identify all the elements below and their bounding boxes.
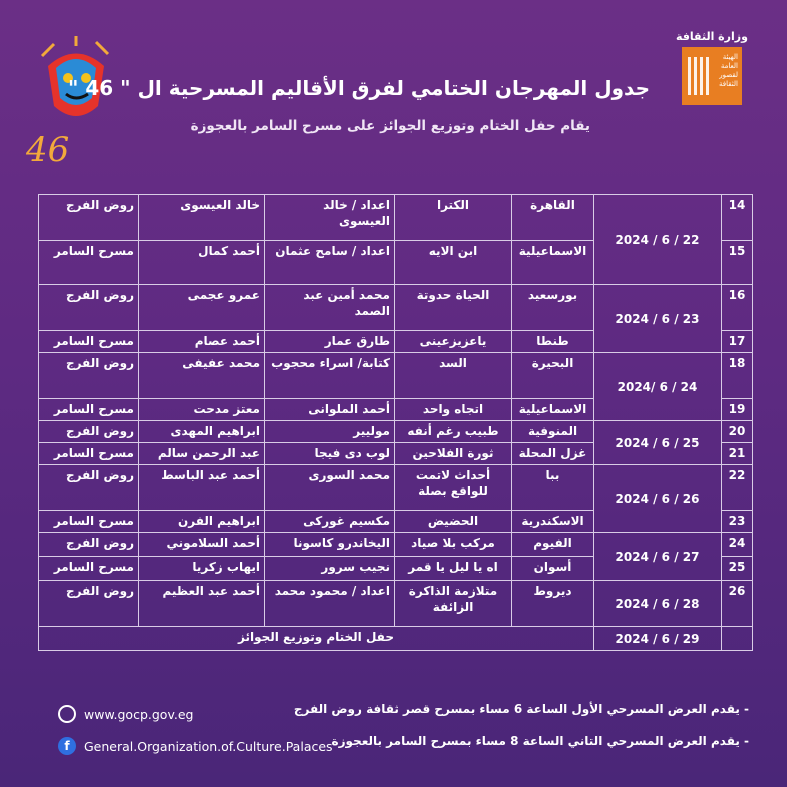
- show-date: 2024 / 6 / 23: [594, 285, 722, 353]
- schedule-table: [38, 194, 753, 651]
- cell-play: طبيب رغم أنفه: [395, 421, 512, 443]
- cell-director: أحمد عبد العظيم: [139, 581, 265, 627]
- cell-venue: مسرح السامر: [39, 331, 139, 353]
- show-date: 2024/ 6 / 24: [594, 353, 722, 421]
- cell-play: ثورة الفلاحين: [395, 443, 512, 465]
- cell-venue: مسرح السامر: [39, 241, 139, 285]
- show-date: 2024 / 6 / 25: [594, 421, 722, 465]
- cell-director: خالد العيسوى: [139, 195, 265, 241]
- cell-region: غزل المحلة: [512, 443, 594, 465]
- row-number: 19: [722, 399, 753, 421]
- festival-number: 46: [26, 130, 70, 170]
- cell-director: ايهاب زكريا: [139, 557, 265, 581]
- note-first-show: - يقدم العرض المسرحي الأول الساعة 6 مساء بمسرح قصر ثقافة روض الفرج: [293, 702, 749, 716]
- cell-venue: روض الفرج: [39, 465, 139, 511]
- cell-director: عمرو عجمى: [139, 285, 265, 331]
- cell-director: عبد الرحمن سالم: [139, 443, 265, 465]
- row-number: 20: [722, 421, 753, 443]
- cell-venue: روض الفرج: [39, 421, 139, 443]
- show-date: 2024 / 6 / 22: [594, 195, 722, 285]
- closing-ceremony: حفل الختام وتوزيع الجوائز: [39, 627, 594, 651]
- row-number: 24: [722, 533, 753, 557]
- cell-play: متلازمة الذاكرة الزائفة: [395, 581, 512, 627]
- empty-cell: [722, 627, 753, 651]
- table-row: [39, 353, 753, 399]
- cell-author: موليير: [265, 421, 395, 443]
- cell-director: أحمد السلاموني: [139, 533, 265, 557]
- show-date: 2024 / 6 / 28: [594, 581, 722, 627]
- row-number: 22: [722, 465, 753, 511]
- closing-row: [39, 627, 753, 651]
- globe-icon: [58, 705, 76, 723]
- cell-region: طنطا: [512, 331, 594, 353]
- cell-play: مركب بلا صياد: [395, 533, 512, 557]
- row-number: 21: [722, 443, 753, 465]
- cell-author: محمد السورى: [265, 465, 395, 511]
- cell-director: ابراهيم المهدى: [139, 421, 265, 443]
- website-link[interactable]: www.gocp.gov.eg: [84, 706, 194, 722]
- cell-venue: مسرح السامر: [39, 557, 139, 581]
- facebook-icon: f: [58, 737, 76, 755]
- table-row: [39, 195, 753, 241]
- ministry-logo: [672, 30, 752, 120]
- cell-region: أسوان: [512, 557, 594, 581]
- row-number: 25: [722, 557, 753, 581]
- cell-author: أحمد الملوانى: [265, 399, 395, 421]
- table-row: [39, 533, 753, 557]
- cell-play: أحداث لاتمت للواقع بصلة: [395, 465, 512, 511]
- cell-region: الفيوم: [512, 533, 594, 557]
- cell-region: القاهرة: [512, 195, 594, 241]
- cell-venue: روض الفرج: [39, 353, 139, 399]
- table-row: [39, 421, 753, 443]
- contact-info: [58, 698, 333, 762]
- table-row: [39, 285, 753, 331]
- cell-region: الاسماعيلية: [512, 241, 594, 285]
- row-number: 23: [722, 511, 753, 533]
- cell-play: اه يا ليل يا قمر: [395, 557, 512, 581]
- cell-play: الحضيض: [395, 511, 512, 533]
- cell-director: محمد عفيفى: [139, 353, 265, 399]
- cell-play: السد: [395, 353, 512, 399]
- cell-author: نجيب سرور: [265, 557, 395, 581]
- cell-director: ابراهيم الفرن: [139, 511, 265, 533]
- closing-date: 2024 / 6 / 29: [594, 627, 722, 651]
- cell-region: ببا: [512, 465, 594, 511]
- table-row: [39, 465, 753, 511]
- cell-play: الحياة حدوتة: [395, 285, 512, 331]
- cell-venue: مسرح السامر: [39, 511, 139, 533]
- show-date: 2024 / 6 / 27: [594, 533, 722, 581]
- cell-author: اعداد / محمود محمد: [265, 581, 395, 627]
- cell-author: اليخاندرو كاسونا: [265, 533, 395, 557]
- note-second-show: - يقدم العرض المسرحي التاني الساعة 8 مساء بمسرح السامر بالعجوزة: [331, 734, 749, 748]
- cell-play: اتجاه واحد: [395, 399, 512, 421]
- cell-region: البحيرة: [512, 353, 594, 399]
- facebook-link[interactable]: General.Organization.of.Culture.Palaces: [84, 738, 333, 754]
- org-logo: [682, 47, 742, 105]
- cell-venue: مسرح السامر: [39, 443, 139, 465]
- cell-region: الاسماعيلية: [512, 399, 594, 421]
- org-logo-mark-icon: [688, 57, 712, 95]
- cell-venue: روض الفرج: [39, 533, 139, 557]
- cell-author: طارق عمار: [265, 331, 395, 353]
- row-number: 18: [722, 353, 753, 399]
- page-subtitle: يقام حفل الختام وتوزيع الجوائز على مسرح السامر بالعجوزة: [190, 118, 590, 134]
- row-number: 17: [722, 331, 753, 353]
- cell-venue: روض الفرج: [39, 285, 139, 331]
- cell-venue: روض الفرج: [39, 195, 139, 241]
- cell-author: اعداد / سامح عثمان: [265, 241, 395, 285]
- cell-director: أحمد عبد الباسط: [139, 465, 265, 511]
- row-number: 16: [722, 285, 753, 331]
- page-title: جدول المهرجان الختامي لفرق الأقاليم المسرحية ال " 46 ": [67, 76, 650, 100]
- org-logo-text: الهيئة العامة لقصور الثقافة: [719, 53, 738, 88]
- cell-play: ابن الايه: [395, 241, 512, 285]
- cell-region: بورسعيد: [512, 285, 594, 331]
- cell-venue: روض الفرج: [39, 581, 139, 627]
- cell-author: مكسيم غوركى: [265, 511, 395, 533]
- cell-author: لوب دى فيجا: [265, 443, 395, 465]
- cell-region: الاسكندرية: [512, 511, 594, 533]
- cell-director: معتز مدحت: [139, 399, 265, 421]
- cell-author: اعداد / خالد العيسوى: [265, 195, 395, 241]
- ministry-name: وزارة الثقافة: [676, 30, 748, 43]
- row-number: 26: [722, 581, 753, 627]
- cell-author: محمد أمين عبد الصمد: [265, 285, 395, 331]
- notes: [294, 698, 749, 762]
- show-date: 2024 / 6 / 26: [594, 465, 722, 533]
- cell-region: المنوفية: [512, 421, 594, 443]
- cell-play: ياعزيزعينى: [395, 331, 512, 353]
- cell-author: كتابة/ اسراء محجوب: [265, 353, 395, 399]
- row-number: 14: [722, 195, 753, 241]
- cell-director: أحمد عصام: [139, 331, 265, 353]
- cell-region: ديروط: [512, 581, 594, 627]
- cell-play: الكترا: [395, 195, 512, 241]
- cell-director: أحمد كمال: [139, 241, 265, 285]
- cell-venue: مسرح السامر: [39, 399, 139, 421]
- table-row: [39, 581, 753, 627]
- row-number: 15: [722, 241, 753, 285]
